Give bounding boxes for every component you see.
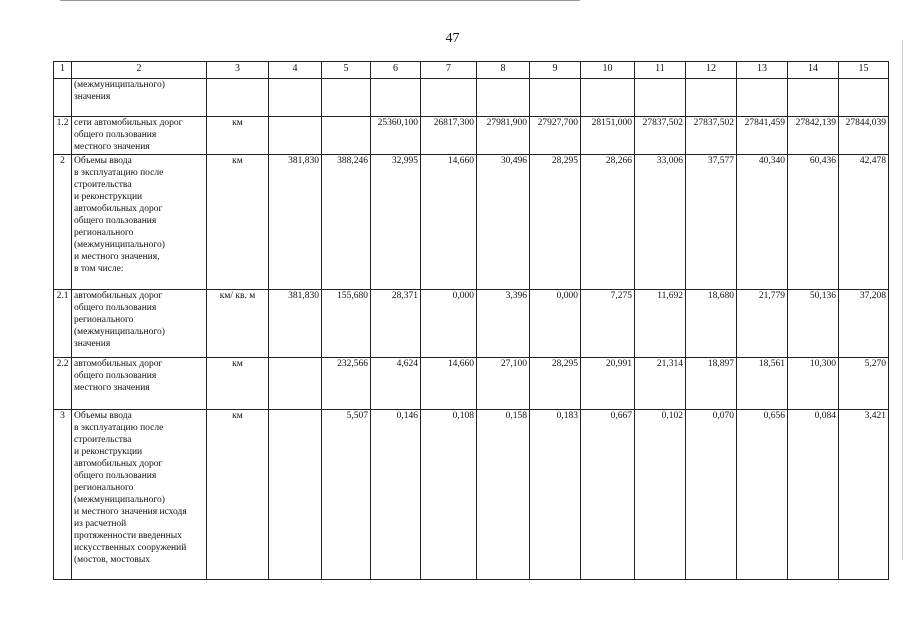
value-cell: 27841,459: [737, 117, 788, 155]
header-cell: 9: [530, 62, 581, 79]
value-cell: 37,577: [686, 155, 737, 290]
row-name-line: и местного значения,: [74, 252, 160, 262]
value-cell: 32,995: [371, 155, 421, 290]
row-name-line: строительства: [74, 435, 132, 445]
row-name-line: общего пользования: [74, 371, 157, 381]
value-cell: 40,340: [737, 155, 788, 290]
value-cell: 37,208: [839, 290, 889, 358]
row-name-line: протяженности введенных: [74, 531, 182, 541]
row-name-line: местного значения: [74, 142, 150, 152]
value-cell: 28,266: [581, 155, 635, 290]
value-cell: 18,561: [737, 358, 788, 410]
value-cell: 20,991: [581, 358, 635, 410]
value-cell: 3,421: [839, 410, 889, 580]
row-name-line: регионального: [74, 315, 134, 325]
value-cell: [421, 79, 477, 117]
value-cell: [371, 79, 421, 117]
row-name-line: из расчетной: [74, 519, 127, 529]
table-row: [54, 155, 889, 290]
data-table: [53, 61, 889, 580]
row-number-cell: [54, 79, 72, 117]
header-cell: 8: [477, 62, 530, 79]
value-cell: 28,295: [530, 358, 581, 410]
table-row: [54, 358, 889, 410]
value-cell: 42,478: [839, 155, 889, 290]
row-number-cell: 2.1: [54, 290, 72, 358]
row-name-line: Объемы ввода: [74, 411, 132, 421]
value-cell: 26817,300: [421, 117, 477, 155]
value-cell: 28,371: [371, 290, 421, 358]
row-name-line: (межмуниципального): [74, 327, 165, 337]
value-cell: 388,246: [322, 155, 371, 290]
value-cell: 4,624: [371, 358, 421, 410]
value-cell: 381,830: [269, 290, 322, 358]
row-name-line: общего пользования: [74, 303, 157, 313]
value-cell: 60,436: [788, 155, 839, 290]
value-cell: 18,897: [686, 358, 737, 410]
value-cell: 27837,502: [686, 117, 737, 155]
scan-edge-right: [902, 40, 903, 560]
header-cell: 13: [737, 62, 788, 79]
value-cell: 5,270: [839, 358, 889, 410]
row-name-line: в эксплуатацию после: [74, 423, 164, 433]
value-cell: [737, 79, 788, 117]
row-name-line: искусственных сооружений: [74, 543, 187, 553]
value-cell: 27842,139: [788, 117, 839, 155]
row-name-line: значения: [74, 92, 111, 102]
value-cell: 27837,502: [635, 117, 686, 155]
header-cell: 6: [371, 62, 421, 79]
table-row: [54, 290, 889, 358]
value-cell: 27981,900: [477, 117, 530, 155]
header-cell: 15: [839, 62, 889, 79]
row-name-line: общего пользования: [74, 471, 157, 481]
row-name-line: значения: [74, 339, 111, 349]
row-name-line: регионального: [74, 228, 134, 238]
row-name-line: (мостов, мостовых: [74, 555, 150, 565]
unit-cell: км: [207, 358, 269, 410]
row-number-cell: 2.2: [54, 358, 72, 410]
value-cell: 10,300: [788, 358, 839, 410]
unit-cell: км: [207, 410, 269, 580]
value-cell: [269, 79, 322, 117]
header-cell: 5: [322, 62, 371, 79]
unit-cell: км: [207, 155, 269, 290]
row-number-cell: 1.2: [54, 117, 72, 155]
value-cell: 381,830: [269, 155, 322, 290]
row-number-cell: 3: [54, 410, 72, 580]
row-name-cell: [72, 410, 207, 580]
value-cell: 0,667: [581, 410, 635, 580]
table-row: [54, 79, 889, 117]
row-name-line: (межмуниципального): [74, 80, 165, 90]
page-number: 47: [445, 31, 460, 46]
value-cell: 0,102: [635, 410, 686, 580]
value-cell: 21,779: [737, 290, 788, 358]
value-cell: 27844,039: [839, 117, 889, 155]
row-name-line: местного значения: [74, 383, 150, 393]
value-cell: [269, 117, 322, 155]
value-cell: 18,680: [686, 290, 737, 358]
value-cell: 232,566: [322, 358, 371, 410]
value-cell: 0,183: [530, 410, 581, 580]
header-cell: 14: [788, 62, 839, 79]
row-name-line: сети автомобильных дорог: [74, 118, 183, 128]
value-cell: 14,660: [421, 358, 477, 410]
header-cell: 4: [269, 62, 322, 79]
row-name-line: Объемы ввода: [74, 156, 132, 166]
value-cell: 0,084: [788, 410, 839, 580]
value-cell: [839, 79, 889, 117]
row-name-cell: [72, 79, 207, 117]
row-name-line: и реконструкции: [74, 192, 143, 202]
row-name-line: (межмуниципального): [74, 240, 165, 250]
unit-cell: [207, 79, 269, 117]
value-cell: 7,275: [581, 290, 635, 358]
value-cell: [686, 79, 737, 117]
value-cell: 3,396: [477, 290, 530, 358]
value-cell: [530, 79, 581, 117]
row-name-line: в эксплуатацию после: [74, 168, 164, 178]
row-name-cell: [72, 155, 207, 290]
row-name-line: автомобильных дорог: [74, 291, 163, 301]
value-cell: 5,507: [322, 410, 371, 580]
row-name-line: и реконструкции: [74, 447, 143, 457]
unit-cell: км: [207, 117, 269, 155]
value-cell: 11,692: [635, 290, 686, 358]
header-cell: 7: [421, 62, 477, 79]
row-name-line: (межмуниципального): [74, 495, 165, 505]
header-cell: 10: [581, 62, 635, 79]
value-cell: 0,000: [530, 290, 581, 358]
value-cell: 25360,100: [371, 117, 421, 155]
value-cell: [635, 79, 686, 117]
scan-edge-top: [60, 0, 580, 1]
value-cell: 28,295: [530, 155, 581, 290]
value-cell: 155,680: [322, 290, 371, 358]
value-cell: [322, 79, 371, 117]
row-name-line: в том числе:: [74, 264, 124, 274]
value-cell: 0,000: [421, 290, 477, 358]
value-cell: [322, 117, 371, 155]
value-cell: [477, 79, 530, 117]
value-cell: [269, 410, 322, 580]
row-name-line: и местного значения исходя: [74, 507, 187, 517]
value-cell: 0,070: [686, 410, 737, 580]
header-cell: 11: [635, 62, 686, 79]
table-row: [54, 410, 889, 580]
row-name-line: общего пользования: [74, 130, 157, 140]
value-cell: [269, 358, 322, 410]
row-name-cell: [72, 290, 207, 358]
value-cell: 28151,000: [581, 117, 635, 155]
value-cell: 50,136: [788, 290, 839, 358]
value-cell: 0,158: [477, 410, 530, 580]
header-cell: 1: [54, 62, 72, 79]
row-number-cell: 2: [54, 155, 72, 290]
row-name-cell: [72, 358, 207, 410]
value-cell: 27,100: [477, 358, 530, 410]
value-cell: 30,496: [477, 155, 530, 290]
row-name-line: автомобильных дорог: [74, 359, 163, 369]
value-cell: 33,006: [635, 155, 686, 290]
row-name-line: регионального: [74, 483, 134, 493]
value-cell: 14,660: [421, 155, 477, 290]
value-cell: 27927,700: [530, 117, 581, 155]
header-cell: 3: [207, 62, 269, 79]
value-cell: 0,146: [371, 410, 421, 580]
value-cell: [788, 79, 839, 117]
value-cell: [581, 79, 635, 117]
row-name-line: строительства: [74, 180, 132, 190]
header-cell: 2: [72, 62, 207, 79]
row-name-line: общего пользования: [74, 216, 157, 226]
value-cell: 0,656: [737, 410, 788, 580]
header-cell: 12: [686, 62, 737, 79]
row-name-line: автомобильных дорог: [74, 204, 163, 214]
unit-cell: км/ кв. м: [207, 290, 269, 358]
table-header-row: [54, 62, 889, 79]
value-cell: 21,314: [635, 358, 686, 410]
table-row: [54, 117, 889, 155]
value-cell: 0,108: [421, 410, 477, 580]
row-name-line: автомобильных дорог: [74, 459, 163, 469]
row-name-cell: [72, 117, 207, 155]
